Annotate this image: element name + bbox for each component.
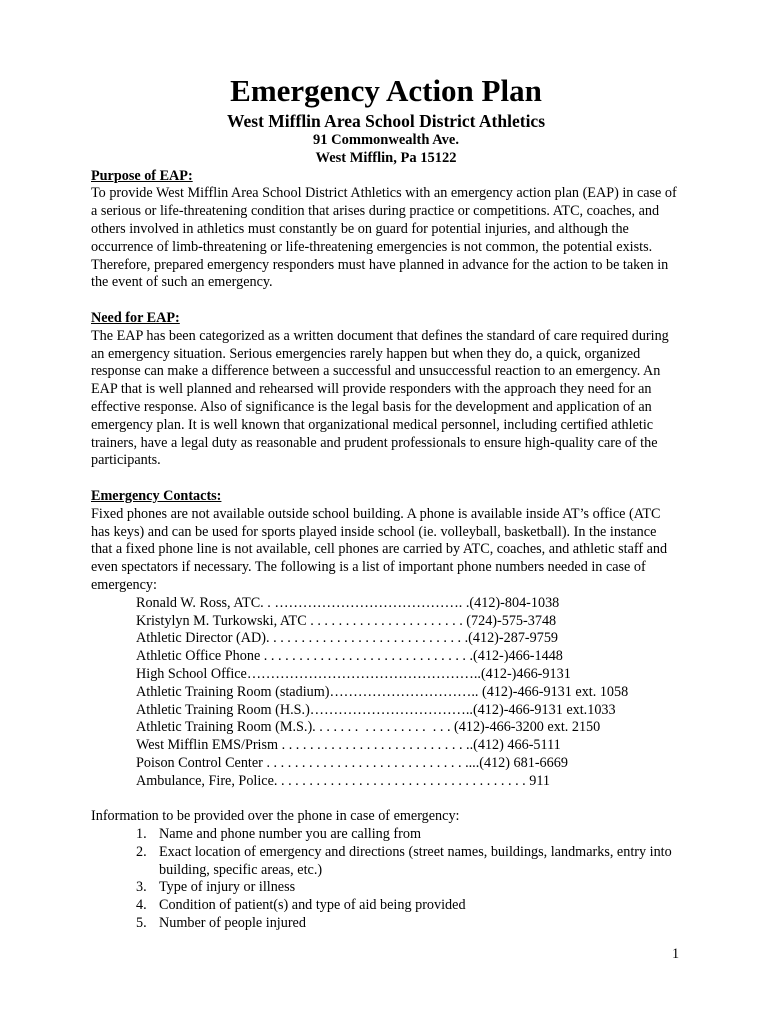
list-item: 3. Type of injury or illness bbox=[136, 879, 296, 896]
section-text-contacts: Fixed phones are not available outside school building. A phone is available inside AT’s office (ATC has keys) and can be used for sports played inside school (ie. volleyball, basketball). In the instance that a fixed phone line is not available, cell phones are carried by ATC, coaches, and athletic staff and even spectators if necessary. The following is a list of important phone numbers needed in case of emergency: bbox=[91, 505, 668, 593]
section-need bbox=[91, 310, 681, 470]
contact-item: Ambulance, Fire, Police. . . . . . . . . . . . . . . . . . . . . . . . . . . . . . . . . . . . 911 bbox=[136, 772, 551, 789]
contact-item: Athletic Training Room (H.S.)……………………………..(412)-466-9131 ext.1033 bbox=[136, 701, 616, 718]
contact-item: Athletic Training Room (stadium)………………………….. (412)-466-9131 ext. 1058 bbox=[136, 683, 629, 700]
list-item: 1. Name and phone number you are calling from bbox=[136, 826, 421, 843]
section-purpose bbox=[91, 168, 681, 293]
contact-item: High School Office…………………………………………..(412-)466-9131 bbox=[136, 665, 571, 682]
contact-item: Athletic Director (AD). . . . . . . . . . . . . . . . . . . . . . . . . . . . .(412)-287-9759 bbox=[136, 630, 559, 647]
list-item: 4. Condition of patient(s) and type of aid being provided bbox=[136, 897, 466, 914]
address-city: West Mifflin, Pa 15122 bbox=[315, 149, 457, 166]
info-intro: Information to be provided over the phone in case of emergency: bbox=[91, 808, 460, 825]
page-subtitle: West Mifflin Area School District Athletics bbox=[226, 111, 546, 131]
list-item: 2. Exact location of emergency and directions (street names, buildings, landmarks, entry into building, specific areas, etc.) bbox=[136, 843, 672, 878]
contact-list bbox=[136, 595, 681, 791]
section-info bbox=[91, 808, 681, 933]
contact-item: Kristylyn M. Turkowski, ATC . . . . . . . . . . . . . . . . . . . . . . (724)-575-3748 bbox=[136, 612, 557, 629]
info-list bbox=[91, 826, 681, 933]
section-text-need: The EAP has been categorized as a written document that defines the standard of care required during an emergency situation. Serious emergencies rarely happen but when they do, a quick, organized response can make a difference between a successful and unsuccessful reaction to an emergency. An EAP that is well planned and rehearsed will provide responders with the approach they need for an effective response. Also of significance is the legal basis for the development and application of an emergency plan. It is well known that organizational medical personnel, including certified athletic trainers, have a legal duty as reasonable and prudent professionals to ensure high-quality care of the participants. bbox=[91, 327, 669, 469]
section-heading-contacts: Emergency Contacts: bbox=[91, 487, 222, 504]
section-text-purpose: To provide West Mifflin Area School District Athletics with an emergency action plan (EAP) in case of a serious or life-threatening condition that arises during practice or competitions. ATC, coaches, and others involved in athletics must constantly be on guard for potential injuries, and although the occurrence of limb-threatening or life-threatening emergencies is not common, the potential exists. Therefore, prepared emergency responders must have planned in advance for the action to be taken in the event of such an emergency. bbox=[91, 185, 677, 291]
address-street: 91 Commonwealth Ave. bbox=[313, 132, 459, 148]
list-item: 5. Number of people injured bbox=[136, 915, 306, 932]
contact-item: Poison Control Center . . . . . . . . . . . . . . . . . . . . . . . . . . . . ....(412) 681-6669 bbox=[136, 754, 568, 771]
contact-item: West Mifflin EMS/Prism . . . . . . . . . . . . . . . . . . . . . . . . . . ..(412) 466-5111 bbox=[136, 737, 561, 754]
page-title: Emergency Action Plan bbox=[230, 73, 542, 108]
contact-item: Athletic Office Phone . . . . . . . . . . . . . . . . . . . . . . . . . . . . . .(412-)466-1448 bbox=[136, 648, 563, 665]
contact-item: Ronald W. Ross, ATC. . …………………………………. .(412)-804-1038 bbox=[136, 594, 560, 611]
contact-item: Athletic Training Room (M.S.). . . . . . . . . . . . . . . . . . . (412)-466-3200 ext. 2150 bbox=[136, 719, 601, 736]
section-contacts bbox=[91, 488, 681, 791]
section-heading-need: Need for EAP: bbox=[91, 309, 180, 326]
document-page bbox=[91, 72, 681, 933]
section-heading-purpose: Purpose of EAP: bbox=[91, 167, 193, 184]
page-number: 1 bbox=[672, 946, 680, 962]
